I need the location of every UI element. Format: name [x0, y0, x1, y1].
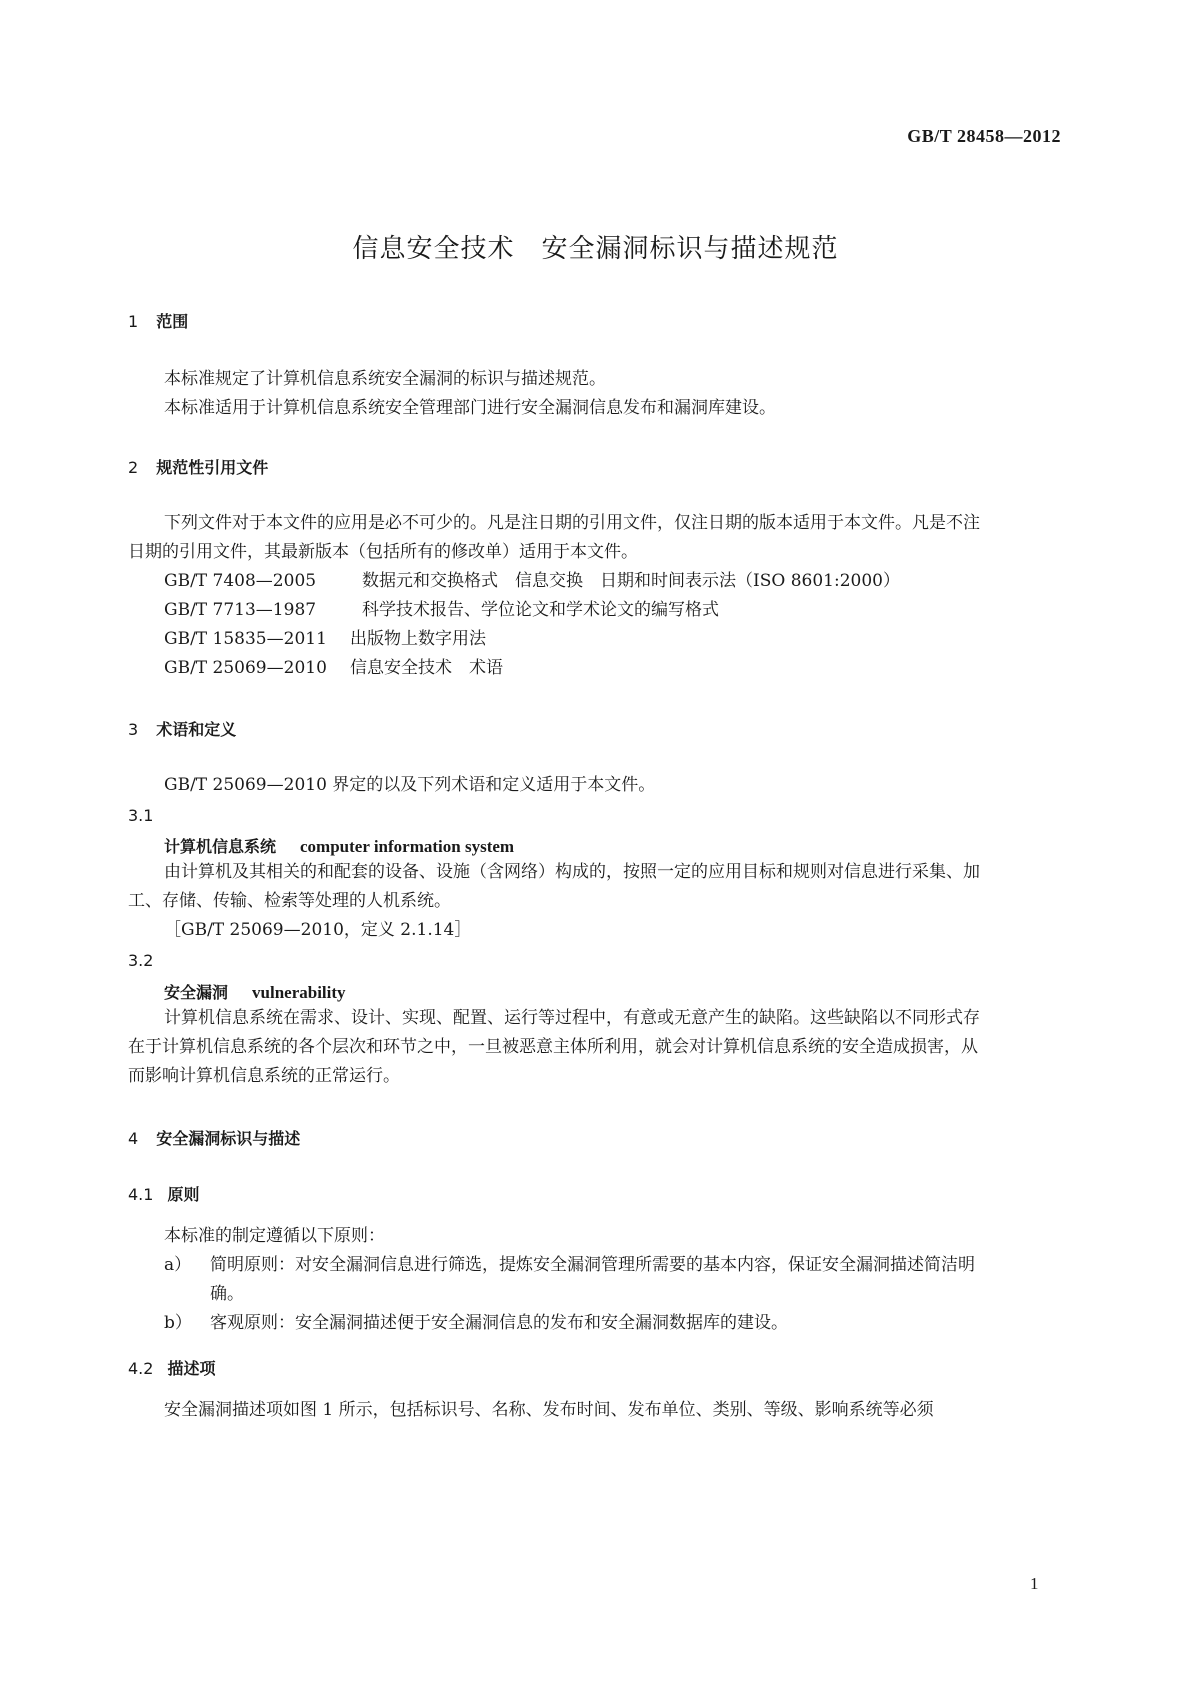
reference-code: GB/T 25069—2010	[164, 658, 327, 678]
section-title: 范围	[156, 312, 189, 331]
term-definition: 计算机信息系统在需求、设计、实现、配置、运行等过程中，有意或无意产生的缺陷。这些缺陷以不同形式存在于计算机信息系统的各个层次和环节之中，一旦被恶意主体所利用，就会对计算机信息系统的安全造成损害，从而影响计算机信息系统的正常运行。	[128, 1008, 980, 1086]
term-number: 3.1	[128, 806, 154, 825]
term-english: computer information system	[300, 837, 515, 856]
section-4-heading	[128, 1126, 300, 1149]
term-chinese: 安全漏洞	[164, 983, 229, 1002]
section-4-2-heading	[128, 1356, 215, 1379]
section-number: 1	[128, 312, 139, 331]
section-title: 安全漏洞标识与描述	[156, 1129, 301, 1148]
reference-item	[164, 596, 719, 625]
reference-title: 科学技术报告、学位论文和学术论文的编写格式	[362, 600, 719, 620]
reference-code: GB/T 7713—1987	[164, 600, 317, 620]
reference-title: 出版物上数字用法	[350, 629, 486, 649]
list-marker: b）	[164, 1313, 192, 1333]
section-1-heading	[128, 309, 188, 332]
section-number: 4.2	[128, 1359, 154, 1378]
section-2-heading	[128, 455, 268, 478]
section-3-heading	[128, 717, 236, 740]
section-4-2-paragraph: 安全漏洞描述项如图 1 所示，包括标识号、名称、发布时间、发布单位、类别、等级、影响系统等必须	[164, 1400, 934, 1420]
section-4-1-intro: 本标准的制定遵循以下原则：	[164, 1226, 385, 1246]
term-definition: 由计算机及其相关的和配套的设备、设施（含网络）构成的，按照一定的应用目标和规则对信息进行采集、加工、存储、传输、检索等处理的人机系统。	[128, 862, 980, 911]
term-english: vulnerability	[252, 983, 346, 1002]
section-title: 原则	[167, 1185, 200, 1204]
reference-item	[164, 625, 486, 654]
section-number: 4.1	[128, 1185, 154, 1204]
section-number: 2	[128, 458, 139, 477]
section-title: 描述项	[167, 1359, 216, 1378]
section-1-paragraph-1: 本标准规定了计算机信息系统安全漏洞的标识与描述规范。	[164, 369, 606, 389]
term-number: 3.2	[128, 951, 154, 970]
section-4-1-heading	[128, 1182, 199, 1205]
term-chinese: 计算机信息系统	[164, 837, 277, 856]
term-source: ［GB/T 25069—2010，定义 2.1.14］	[164, 920, 472, 940]
section-title: 术语和定义	[156, 720, 237, 739]
section-3-intro: GB/T 25069—2010 界定的以及下列术语和定义适用于本文件。	[164, 775, 656, 795]
section-title: 规范性引用文件	[156, 458, 269, 477]
reference-item	[164, 654, 503, 683]
list-text: 客观原则：安全漏洞描述便于安全漏洞信息的发布和安全漏洞数据库的建设。	[210, 1313, 788, 1333]
document-title: 信息安全技术 安全漏洞标识与描述规范	[352, 234, 839, 264]
list-marker: a）	[164, 1255, 192, 1275]
reference-item	[164, 567, 900, 596]
section-number: 4	[128, 1129, 139, 1148]
standard-code: GB/T 28458—2012	[907, 126, 1061, 146]
section-2-intro: 下列文件对于本文件的应用是必不可少的。凡是注日期的引用文件，仅注日期的版本适用于本文件。凡是不注日期的引用文件，其最新版本（包括所有的修改单）适用于本文件。	[128, 513, 980, 562]
section-1-paragraph-2: 本标准适用于计算机信息系统安全管理部门进行安全漏洞信息发布和漏洞库建设。	[164, 398, 776, 418]
list-item	[164, 1251, 984, 1309]
reference-code: GB/T 15835—2011	[164, 629, 327, 649]
list-text: 简明原则：对安全漏洞信息进行筛选，提炼安全漏洞管理所需要的基本内容，保证安全漏洞描述简洁明确。	[210, 1255, 975, 1304]
page-number: 1	[1030, 1574, 1039, 1593]
list-item	[164, 1309, 984, 1338]
term-heading	[164, 980, 346, 1003]
term-heading	[164, 834, 514, 857]
section-number: 3	[128, 720, 139, 739]
reference-title: 数据元和交换格式 信息交换 日期和时间表示法（ISO 8601:2000）	[362, 571, 900, 591]
reference-code: GB/T 7408—2005	[164, 571, 317, 591]
reference-title: 信息安全技术 术语	[350, 658, 503, 678]
